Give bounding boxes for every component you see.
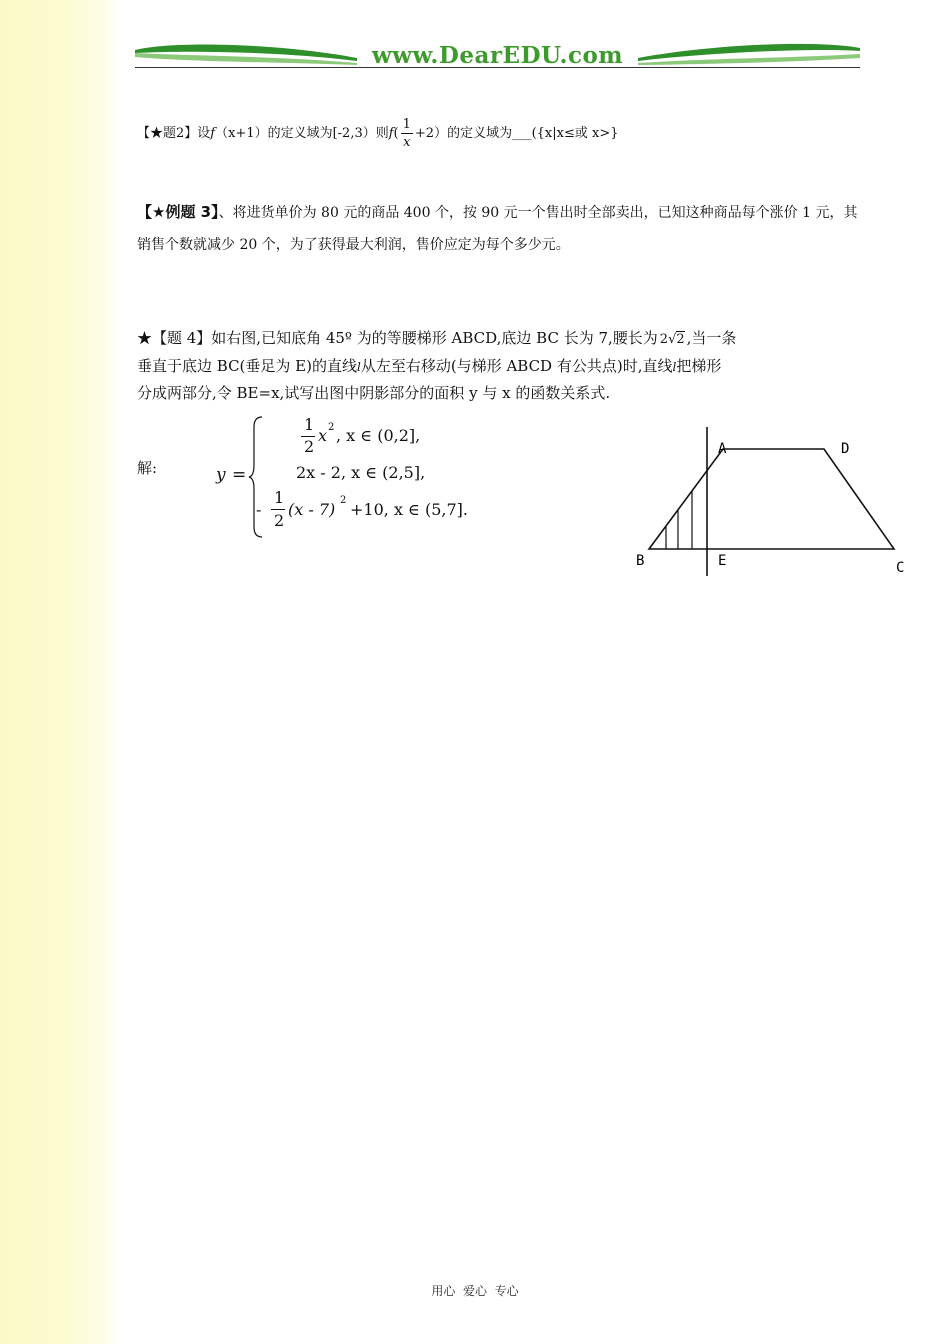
trapezoid-outline	[649, 449, 894, 549]
q2-frac-num: 1	[402, 117, 411, 132]
q2-blank: ___	[512, 126, 532, 141]
left-margin-band	[0, 0, 120, 1344]
c3-tail: +10, x ∈ (5,7].	[350, 500, 468, 519]
c3-bar	[271, 509, 285, 510]
q4-line-2	[137, 353, 862, 380]
eq-y: y	[216, 465, 226, 485]
eq-equals: =	[232, 465, 247, 485]
c3-num: 1	[274, 488, 285, 507]
q4-line1-a: ★【题 4】如右图,已知底角 45º 为的等腰梯形 ABCD,底边 BC 长为 7,腰长为	[137, 329, 658, 347]
site-title: www.DearEDU.com	[371, 42, 624, 69]
sqrt-arg: 2	[676, 332, 685, 347]
question-2	[137, 116, 618, 151]
q2-frac-den: x	[403, 135, 411, 150]
label-C: C	[896, 560, 905, 576]
header-rule	[135, 67, 860, 68]
page-footer: 用心 爱心 专心	[431, 1284, 519, 1298]
solution-label: 解:	[137, 459, 158, 477]
q4-line-1	[137, 325, 862, 353]
label-A: A	[718, 441, 727, 457]
q4-line1-b: ,当一条	[686, 329, 737, 347]
sqrt-coef: 2	[659, 332, 669, 347]
c1-x: x	[318, 426, 328, 445]
c3-minus: -	[256, 500, 262, 519]
q4-line2-b: 从左至右移动(与梯形 ABCD 有公共点)时,直线	[360, 357, 673, 375]
example-3	[137, 196, 862, 261]
c3-sup: 2	[340, 495, 347, 506]
q2-prefix: 【★题2】设	[137, 126, 211, 141]
q4-l-symbol-2: l	[672, 360, 677, 374]
c1-den: 2	[304, 437, 315, 456]
sqrt-expression: 2√2	[659, 332, 685, 347]
q2-fraction	[401, 116, 413, 151]
q4-line2-a: 垂直于底边 BC(垂足为 E)的直线	[137, 357, 357, 375]
q2-open-paren: (	[393, 126, 399, 141]
c3-body: (x - 7)	[288, 500, 336, 519]
label-D: D	[841, 441, 850, 457]
q4-line-3: 分成两部分,令 BE=x,试写出图中阴影部分的面积 y 与 x 的函数关系式.	[137, 384, 611, 402]
question-4	[137, 325, 862, 406]
q2-answer: ({x|x≤或 x>}	[531, 126, 619, 141]
label-E: E	[718, 553, 727, 569]
q2-f2: f	[388, 126, 394, 141]
q4-line2-c: 把梯形	[676, 357, 722, 375]
c1-sup: 2	[328, 422, 335, 433]
c3-den: 2	[274, 511, 285, 530]
ex3-tag: 【★例题 3】	[137, 203, 219, 221]
piecewise-equation	[212, 415, 492, 545]
q2-arg1: （x+1）的定义域为[-2,3）则	[215, 126, 389, 141]
left-brace	[248, 415, 264, 539]
q2-after-frac: +2）的定义域为	[414, 126, 513, 141]
label-B: B	[636, 553, 645, 569]
c1-domain: , x ∈ (0,2],	[336, 426, 421, 445]
trapezoid-diagram	[620, 420, 920, 580]
c2: 2x - 2, x ∈ (2,5],	[296, 463, 426, 482]
c1-num: 1	[304, 415, 315, 434]
q2-f: f	[210, 126, 216, 141]
q4-l-symbol-1: l	[356, 360, 361, 374]
ex3-text: 、将进货单价为 80 元的商品 400 个，按 90 元一个售出时全部卖出，已知这种商品每个涨价 1 元，其销售个数就减少 20 个，为了获得最大利润，售价应定为每个多少元。	[137, 205, 858, 253]
